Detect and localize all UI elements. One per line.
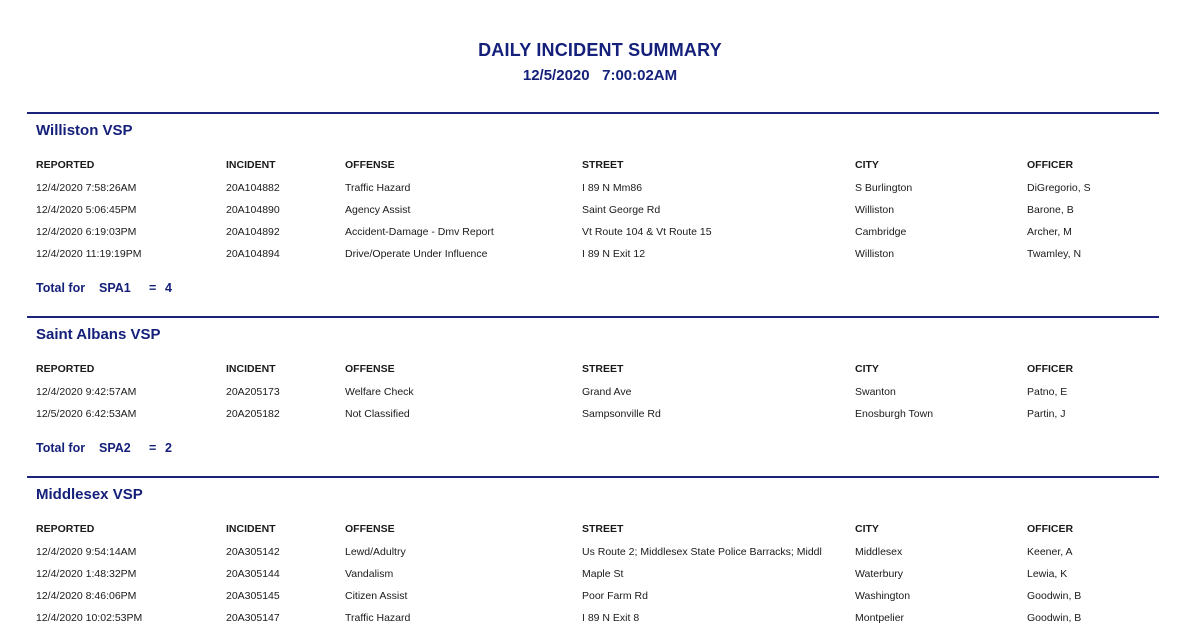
cell-incident: 20A104882 xyxy=(226,182,280,194)
cell-officer: Archer, M xyxy=(1027,226,1072,238)
header-city: CITY xyxy=(855,523,879,535)
header-city: CITY xyxy=(855,159,879,171)
cell-reported: 12/4/2020 5:06:45PM xyxy=(36,204,137,216)
section-total xyxy=(36,281,172,295)
table-row xyxy=(27,248,1159,262)
cell-offense: Welfare Check xyxy=(345,386,414,398)
cell-street: I 89 N Mm86 xyxy=(582,182,643,194)
cell-offense: Lewd/Adultry xyxy=(345,546,406,558)
cell-reported: 12/4/2020 8:46:06PM xyxy=(36,590,137,602)
header-reported: REPORTED xyxy=(36,159,95,171)
cell-offense: Agency Assist xyxy=(345,204,411,216)
cell-officer: Twamley, N xyxy=(1027,248,1082,260)
cell-street: Poor Farm Rd xyxy=(582,590,648,602)
total-count: 4 xyxy=(165,281,172,295)
cell-incident: 20A305147 xyxy=(226,612,280,624)
header-offense: OFFENSE xyxy=(345,523,395,535)
cell-incident: 20A104894 xyxy=(226,248,280,260)
cell-officer: Barone, B xyxy=(1027,204,1074,216)
section-title: Middlesex VSP xyxy=(36,486,143,503)
table-row xyxy=(27,590,1159,604)
section-williston xyxy=(27,112,1159,295)
header-incident: INCIDENT xyxy=(226,159,276,171)
report-title: DAILY INCIDENT SUMMARY xyxy=(478,40,722,60)
cell-reported: 12/5/2020 6:42:53AM xyxy=(36,408,137,420)
header-officer: OFFICER xyxy=(1027,159,1074,171)
cell-city: S Burlington xyxy=(855,182,913,194)
total-label: Total for xyxy=(36,441,86,455)
cell-reported: 12/4/2020 9:54:14AM xyxy=(36,546,137,558)
total-code: SPA1 xyxy=(99,281,131,295)
cell-city: Waterbury xyxy=(855,568,904,580)
cell-street: Maple St xyxy=(582,568,624,580)
section-title: Saint Albans VSP xyxy=(36,326,161,343)
cell-incident: 20A305144 xyxy=(226,568,280,580)
header-reported: REPORTED xyxy=(36,523,95,535)
table-row xyxy=(27,568,1159,582)
table-row xyxy=(27,612,1159,626)
section-divider xyxy=(27,316,1159,318)
cell-offense: Not Classified xyxy=(345,408,410,420)
cell-officer: Goodwin, B xyxy=(1027,590,1082,602)
report-date: 12/5/2020 xyxy=(522,67,590,84)
section-title: Williston VSP xyxy=(36,122,133,139)
table-row xyxy=(27,226,1159,240)
cell-street: Us Route 2; Middlesex State Police Barracks; Middl xyxy=(582,546,822,558)
cell-reported: 12/4/2020 6:19:03PM xyxy=(36,226,137,238)
cell-incident: 20A104892 xyxy=(226,226,280,238)
header-street: STREET xyxy=(582,159,624,171)
cell-street: I 89 N Exit 12 xyxy=(582,248,646,260)
cell-offense: Vandalism xyxy=(345,568,394,580)
cell-offense: Accident-Damage - Dmv Report xyxy=(345,226,494,238)
cell-city: Cambridge xyxy=(855,226,907,238)
total-code: SPA2 xyxy=(99,441,131,455)
cell-offense: Traffic Hazard xyxy=(345,612,411,624)
report-time: 7:00:02AM xyxy=(602,67,678,84)
section-saint-albans xyxy=(27,316,1159,455)
table-row xyxy=(27,204,1159,218)
table-row xyxy=(27,386,1159,400)
cell-officer: Keener, A xyxy=(1027,546,1073,558)
cell-reported: 12/4/2020 11:19:19PM xyxy=(36,248,142,260)
header-officer: OFFICER xyxy=(1027,363,1074,375)
header-street: STREET xyxy=(582,363,624,375)
cell-incident: 20A104890 xyxy=(226,204,280,216)
header-offense: OFFENSE xyxy=(345,363,395,375)
cell-offense: Drive/Operate Under Influence xyxy=(345,248,488,260)
table-row xyxy=(27,182,1159,196)
cell-incident: 20A205182 xyxy=(226,408,280,420)
cell-city: Middlesex xyxy=(855,546,903,558)
section-total xyxy=(36,441,172,455)
cell-reported: 12/4/2020 10:02:53PM xyxy=(36,612,143,624)
cell-street: Vt Route 104 & Vt Route 15 xyxy=(582,226,712,238)
cell-incident: 20A205173 xyxy=(226,386,280,398)
cell-incident: 20A305142 xyxy=(226,546,280,558)
total-count: 2 xyxy=(165,441,172,455)
header-incident: INCIDENT xyxy=(226,523,276,535)
table-row xyxy=(27,546,1159,560)
header-incident: INCIDENT xyxy=(226,363,276,375)
header-street: STREET xyxy=(582,523,624,535)
header-officer: OFFICER xyxy=(1027,523,1074,535)
cell-city: Williston xyxy=(855,204,895,216)
cell-offense: Traffic Hazard xyxy=(345,182,411,194)
cell-street: I 89 N Exit 8 xyxy=(582,612,640,624)
cell-city: Swanton xyxy=(855,386,896,398)
cell-reported: 12/4/2020 7:58:26AM xyxy=(36,182,137,194)
cell-reported: 12/4/2020 9:42:57AM xyxy=(36,386,137,398)
total-equals: = xyxy=(149,281,157,295)
cell-city: Enosburgh Town xyxy=(855,408,934,420)
cell-street: Sampsonville Rd xyxy=(582,408,661,420)
column-header-row xyxy=(27,363,1159,377)
cell-street: Saint George Rd xyxy=(582,204,661,216)
total-label: Total for xyxy=(36,281,86,295)
cell-city: Washington xyxy=(855,590,911,602)
cell-officer: Lewia, K xyxy=(1027,568,1068,580)
section-divider xyxy=(27,112,1159,114)
cell-city: Montpelier xyxy=(855,612,905,624)
cell-officer: DiGregorio, S xyxy=(1027,182,1091,194)
header-city: CITY xyxy=(855,363,879,375)
total-equals: = xyxy=(149,441,157,455)
cell-street: Grand Ave xyxy=(582,386,632,398)
section-divider xyxy=(27,476,1159,478)
table-row xyxy=(27,408,1159,422)
report-datetime xyxy=(0,67,1200,84)
header-offense: OFFENSE xyxy=(345,159,395,171)
column-header-row xyxy=(27,159,1159,173)
header-reported: REPORTED xyxy=(36,363,95,375)
cell-offense: Citizen Assist xyxy=(345,590,408,602)
cell-incident: 20A305145 xyxy=(226,590,280,602)
section-middlesex xyxy=(27,476,1159,624)
cell-city: Williston xyxy=(855,248,895,260)
cell-officer: Goodwin, B xyxy=(1027,612,1082,624)
cell-officer: Partin, J xyxy=(1027,408,1066,420)
cell-reported: 12/4/2020 1:48:32PM xyxy=(36,568,137,580)
cell-officer: Patno, E xyxy=(1027,386,1068,398)
column-header-row xyxy=(27,523,1159,537)
